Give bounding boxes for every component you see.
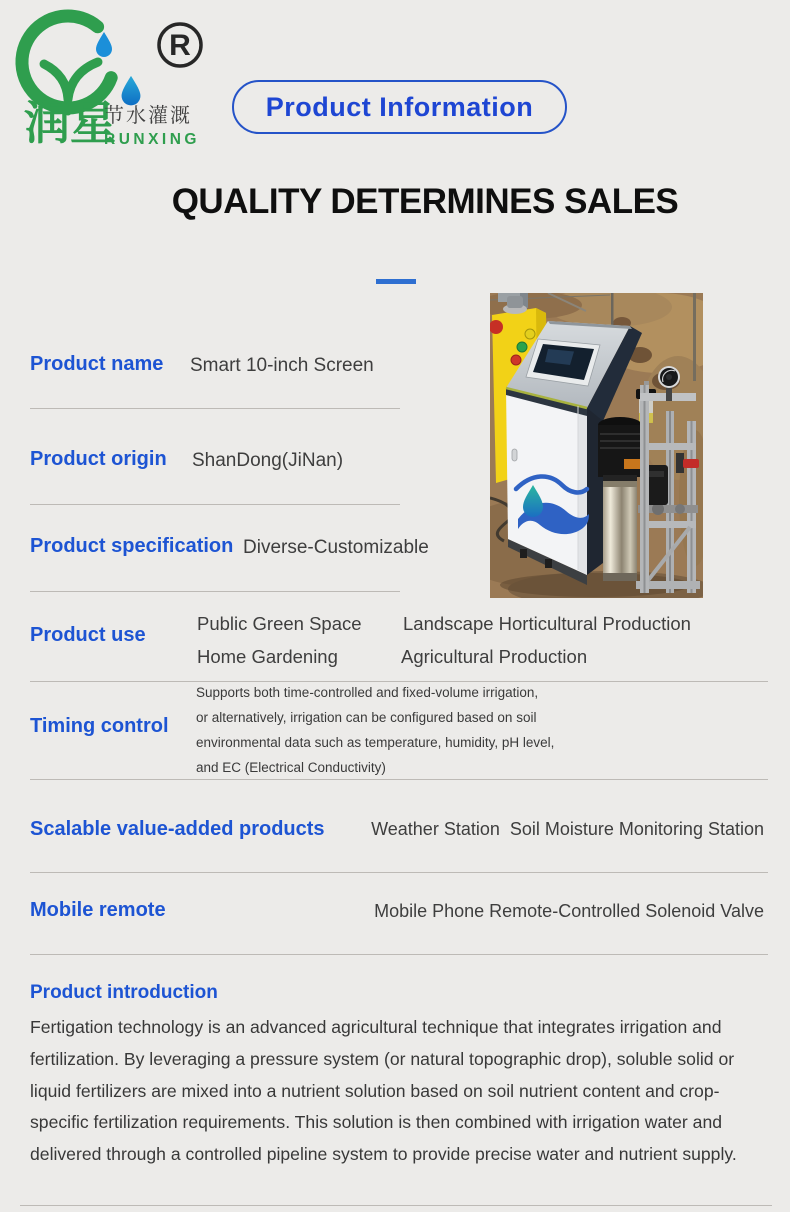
spec-value-mobile-remote: Mobile Phone Remote-Controlled Solenoid Valve [374,901,764,921]
divider [30,591,400,592]
spec-value-product-use-1a: Public Green Space [197,613,362,634]
brand-logo [10,2,224,154]
spec-value-product-specification: Diverse-Customizable [243,537,429,558]
timing-control-line4: and EC (Electrical Conductivity) [196,760,386,775]
product-photo [490,293,703,598]
spec-value-product-use-1b: Landscape Horticultural Production [403,613,691,634]
registered-trademark-icon [159,24,201,66]
brand-cn-tagline: 节水灌溉 [104,105,192,127]
spec-value-product-use-2a: Home Gardening [197,646,338,667]
scalable-value-soil-moisture-station: Soil Moisture Monitoring Station [509,819,764,839]
timing-control-line1: Supports both time-controlled and fixed-volume irrigation, [196,685,539,700]
timing-control-line3: environmental data such as temperature, humidity, pH level, [196,735,555,750]
spec-value-product-name: Smart 10-inch Screen [190,355,374,376]
green-button [517,342,527,352]
divider [30,872,768,873]
divider [30,779,768,780]
spec-label-product-specification: Product specification [30,535,234,557]
page-title: QUALITY DETERMINES SALES [171,182,679,221]
red-button [511,355,521,365]
title-underline [376,279,416,284]
spec-label-product-name: Product name [30,353,164,375]
product-information-badge-label: Product Information [265,91,534,122]
timing-control-line2: or alternatively, irrigation can be configured based on soil [196,710,537,725]
spec-value-product-origin: ShanDong(JiNan) [192,450,344,471]
divider [30,408,400,409]
valve-handle [683,459,699,468]
spec-label-timing-control: Timing control [30,715,169,737]
introduction-text: Fertigation technology is an advanced agricultural technique that integrates irrigation and fertilization. By leveraging a pressure system (or natural topographic drop), soluble solid or liquid fertilizers are mixed into a nutrient solution based on soil nutrient content and crop-specific fertilization requirements. This solution is then combined with irrigation water and delivered through a controlled pipeline system to provide precise water and nutrient supply. [30,1017,737,1165]
spec-value-scalable-products [371,819,764,840]
spec-value-product-use-2b: Agricultural Production [401,646,588,667]
product-information-badge[interactable] [232,80,567,134]
yellow-button [525,329,535,339]
brand-cn-name: 润星 [24,97,116,149]
brand-en-name: RUNXING [104,131,200,148]
spec-label-product-use: Product use [30,624,146,646]
spec-label-product-origin: Product origin [30,448,167,470]
divider [30,504,400,505]
divider [30,954,768,955]
divider [30,681,768,682]
divider [20,1205,772,1206]
scalable-value-weather-station: Weather Station [371,819,500,839]
registered-letter: R [169,29,191,62]
spec-label-scalable-products: Scalable value-added products [30,818,325,840]
introduction-heading: Product introduction [30,982,218,1003]
spec-label-mobile-remote: Mobile remote [30,899,166,921]
